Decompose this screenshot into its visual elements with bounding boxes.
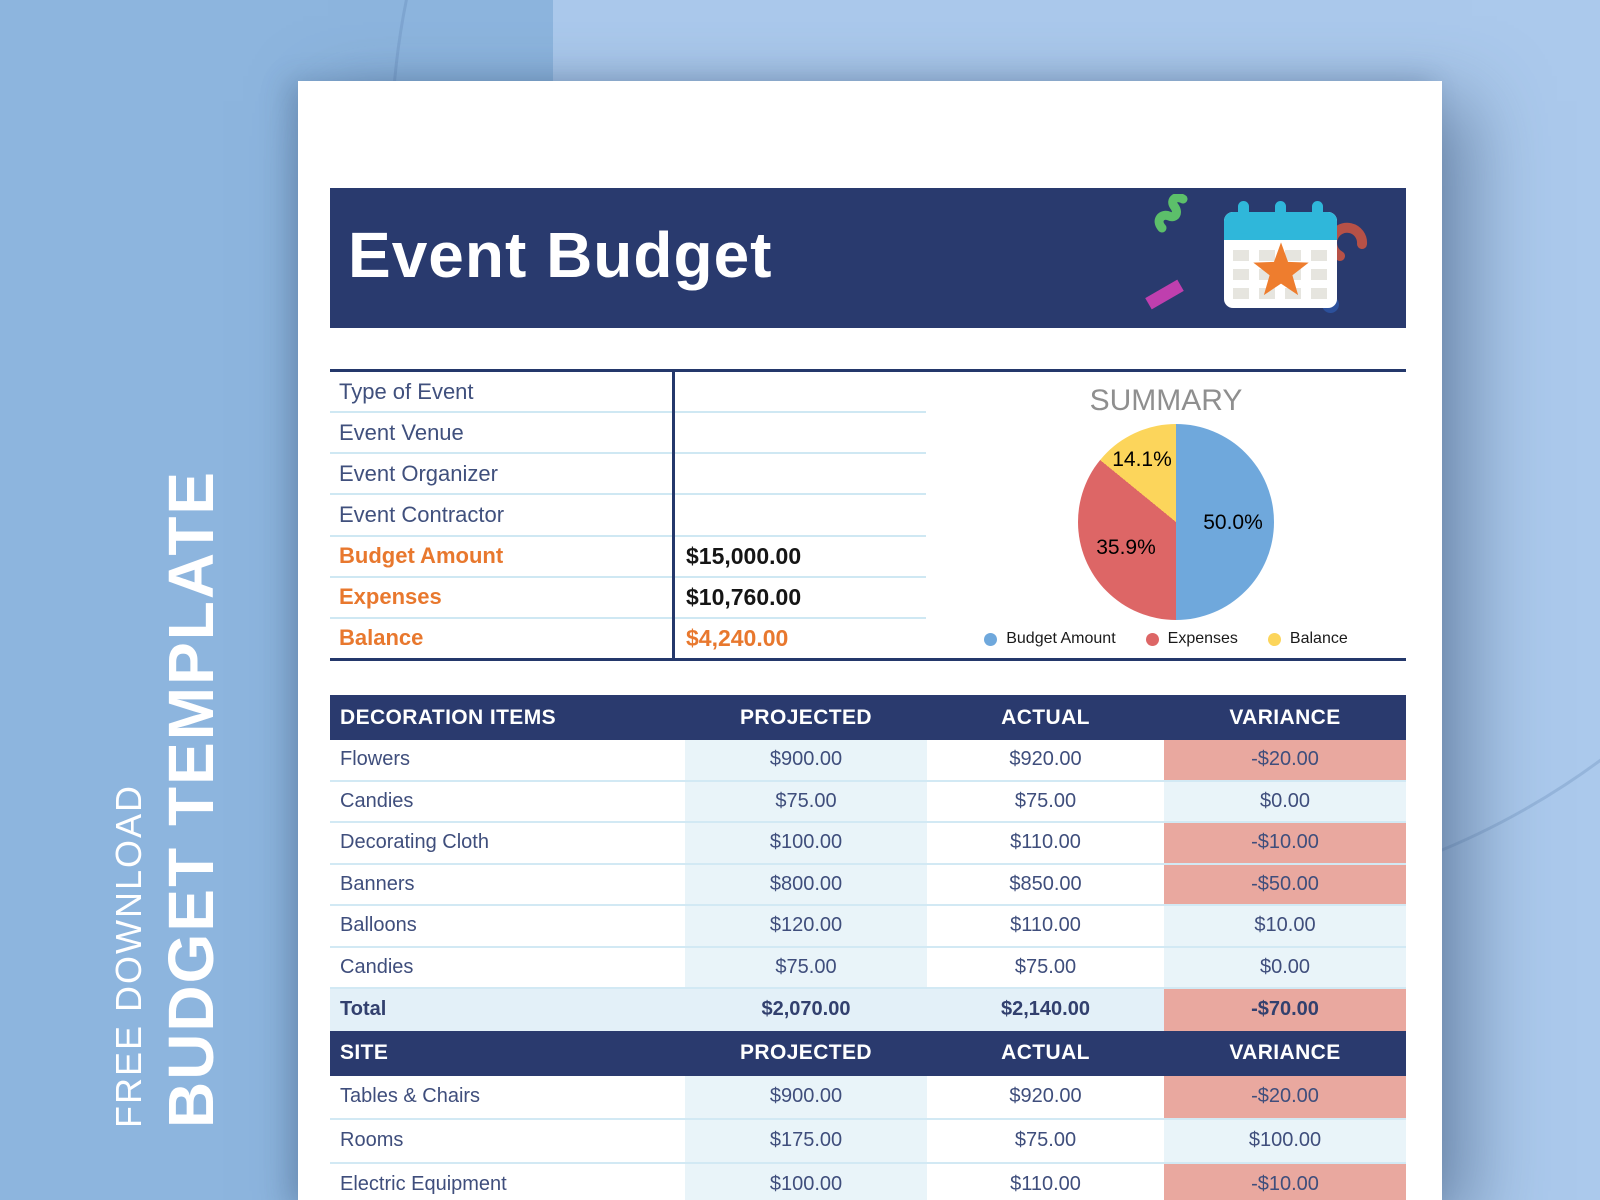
actual-cell: $110.00 [1010,914,1081,937]
legend-item [984,630,1115,648]
variance-cell: -$50.00 [1164,865,1406,905]
legend-label: Budget Amount [1006,630,1116,647]
total-label-cell: Total [340,998,387,1021]
legend-dot-expenses-icon [1146,633,1159,646]
legend-dot-budget-amount-icon [984,633,997,646]
column-header: VARIANCE [1229,705,1341,729]
projected-cell: $120.00 [685,906,927,946]
variance-cell: $0.00 [1164,782,1406,822]
total-variance-cell: -$70.00 [1164,989,1406,1031]
info-value [675,454,926,495]
item-name-cell: Flowers [340,748,411,771]
legend-label: Balance [1289,630,1348,647]
event-info-section [330,369,1406,661]
table-row [330,782,1406,824]
info-label: Budget Amount [330,537,672,578]
calendar-ring-icon [1275,201,1286,234]
column-header: ACTUAL [1001,705,1090,729]
item-name-cell: Electric Equipment [340,1173,507,1195]
page-title: Event Budget [348,219,773,292]
projected-cell: $100.00 [685,823,927,863]
item-name-cell: Decorating Cloth [340,831,489,854]
info-label: Expenses [330,578,672,619]
projected-cell: $100.00 [685,1164,927,1200]
info-value [675,495,926,536]
info-label: Event Organizer [330,454,672,495]
item-name-cell: Candies [340,789,414,812]
confetti-strip-icon [1145,280,1184,310]
actual-cell: $75.00 [1014,789,1077,812]
summary-chart [926,372,1406,658]
projected-cell: $800.00 [685,865,927,905]
actual-cell: $75.00 [1014,955,1077,978]
variance-cell: $100.00 [1164,1120,1406,1162]
item-name-cell: Candies [340,955,414,978]
info-label: Event Venue [330,413,672,454]
decoration-table-header [330,695,1406,740]
actual-cell: $110.00 [1010,831,1081,854]
item-name-cell: Tables & Chairs [340,1085,481,1107]
table-row [330,740,1406,782]
actual-cell: $920.00 [1009,1085,1082,1107]
table-row [330,1076,1406,1120]
column-header: PROJECTED [740,705,872,729]
variance-cell: -$10.00 [1164,823,1406,863]
projected-cell: $900.00 [685,740,927,780]
variance-cell: $0.00 [1164,948,1406,988]
info-value: $10,760.00 [675,578,926,619]
pie-slice-label: 50.0% [1203,511,1263,534]
actual-cell: $110.00 [1010,1173,1081,1195]
info-value [675,413,926,454]
total-projected-cell: $2,070.00 [761,998,851,1021]
site-table-header [330,1031,1406,1076]
table-row [330,823,1406,865]
total-actual-cell: $2,140.00 [1001,998,1090,1021]
table-row [330,1120,1406,1164]
column-header: DECORATION ITEMS [340,705,557,729]
legend-dot-balance-icon [1268,633,1281,646]
legend-item [1268,630,1348,648]
calendar-ring-icon [1238,201,1249,234]
column-header: SITE [340,1041,389,1064]
confetti-squiggle-icon [1154,194,1192,236]
side-banner-large-label: BUDGET TEMPLATE [155,469,227,1128]
projected-cell: $75.00 [685,948,927,988]
projected-cell: $75.00 [685,782,927,822]
table-row [330,948,1406,990]
info-label: Balance [339,625,424,651]
side-banner-small-label: FREE DOWNLOAD [108,783,149,1128]
projected-cell: $900.00 [685,1076,927,1118]
summary-title: SUMMARY [1089,384,1243,417]
column-header: VARIANCE [1229,1041,1341,1064]
info-label: Event Contractor [330,495,672,536]
pie-slice-label: 14.1% [1112,448,1172,471]
variance-cell: -$10.00 [1164,1164,1406,1200]
expense-tables [330,695,1406,1200]
actual-cell: $920.00 [1009,748,1082,771]
variance-cell: -$20.00 [1164,1076,1406,1118]
column-header: ACTUAL [1001,1041,1090,1064]
info-value: $15,000.00 [675,537,926,578]
item-name-cell: Rooms [340,1129,404,1151]
actual-cell: $850.00 [1009,872,1082,895]
info-value-column [672,372,926,658]
document-card [298,81,1442,1200]
table-row [330,865,1406,907]
info-label-column [330,372,672,658]
info-value: $4,240.00 [686,624,789,651]
info-value [675,372,926,413]
legend-label: Expenses [1167,630,1238,647]
info-label: Type of Event [330,372,672,413]
pie-slice-label: 35.9% [1096,536,1156,559]
total-row [330,989,1406,1031]
actual-cell: $75.00 [1014,1129,1077,1151]
chart-legend [926,630,1406,648]
projected-cell: $175.00 [685,1120,927,1162]
event-banner [330,188,1406,328]
variance-cell: $10.00 [1164,906,1406,946]
table-row [330,906,1406,948]
calendar-ring-icon [1312,201,1323,234]
legend-item [1146,630,1238,648]
star-icon [1251,240,1311,298]
item-name-cell: Banners [340,872,415,895]
item-name-cell: Balloons [340,914,417,937]
variance-cell: -$20.00 [1164,740,1406,780]
table-row [330,1164,1406,1200]
side-banner [104,470,228,1128]
column-header: PROJECTED [740,1041,872,1064]
